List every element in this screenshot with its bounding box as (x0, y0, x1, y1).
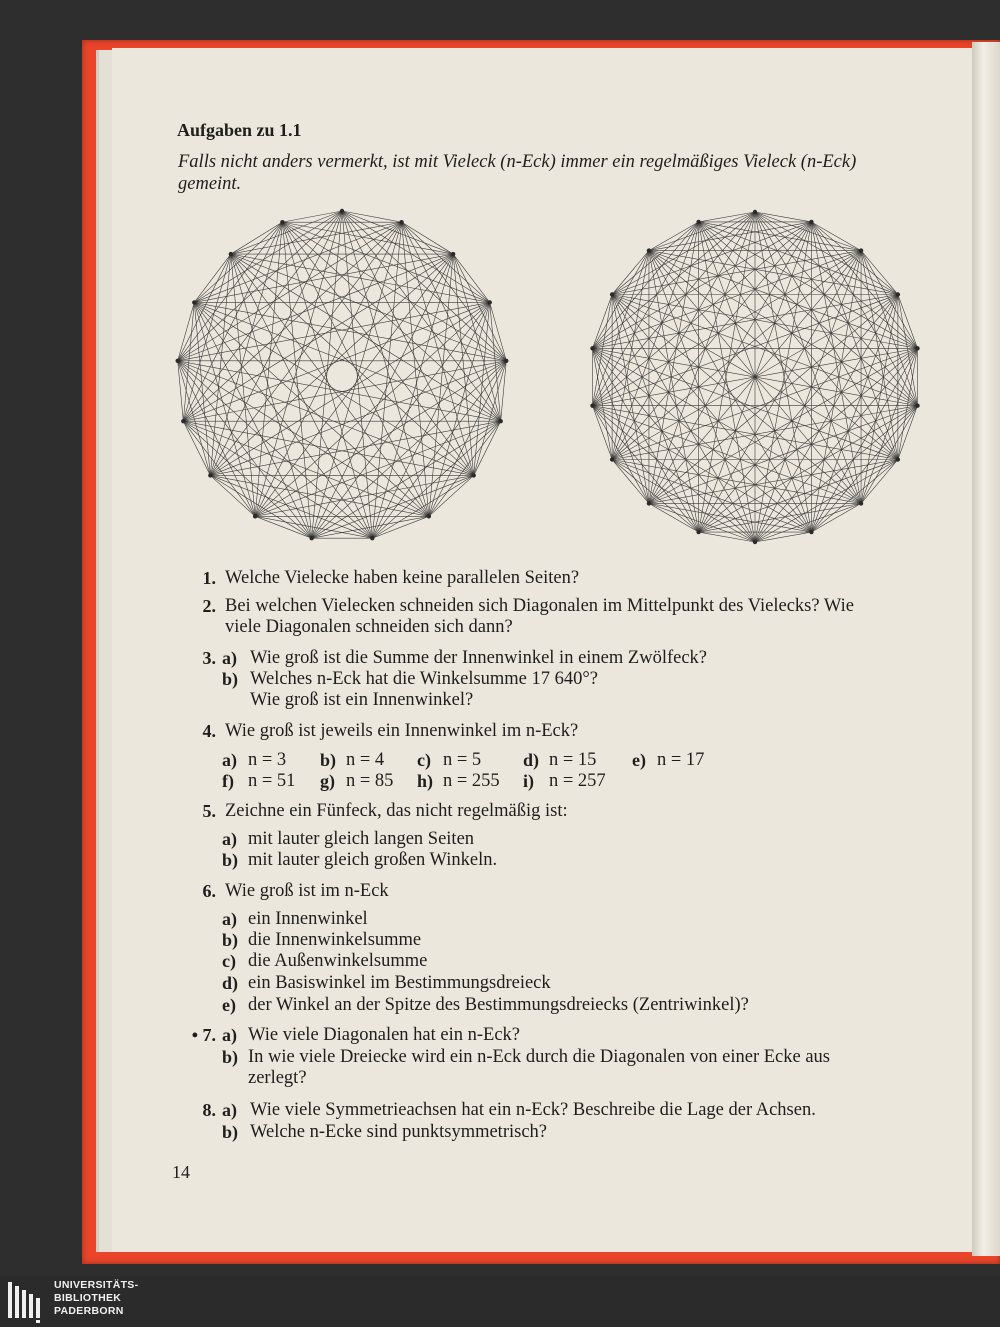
polygon-vertex (499, 419, 503, 423)
diagonal-line (453, 254, 474, 475)
diagonal-line (649, 222, 699, 503)
polygon-vertex (590, 403, 594, 407)
diagonal-line (342, 211, 474, 475)
subtask-label: f) (222, 771, 234, 791)
diagonal-line (210, 361, 506, 476)
subtask-label: c) (222, 951, 236, 971)
subtask-value: n = 4 (346, 750, 385, 770)
subtask-label: a) (222, 648, 237, 668)
subtask-text: Wie groß ist ein Innenwinkel? (250, 690, 474, 710)
subtask-label: a) (222, 909, 237, 929)
exercise-text: viele Diagonalen schneiden sich dann? (225, 617, 513, 637)
diagonal-line (282, 222, 489, 302)
polygon-vertex (488, 300, 492, 304)
subtask-text: Welches n-Eck hat die Winkelsumme 17 640°? (250, 669, 599, 689)
diagonal-line (178, 361, 373, 538)
diagonal-line (183, 421, 311, 538)
diagonal-line (210, 211, 342, 475)
polygon-vertex (590, 346, 594, 350)
diagonal-line (593, 406, 862, 504)
diagonal-line (649, 251, 699, 532)
subtask-label: a) (222, 829, 237, 849)
subtask-label: b) (222, 1047, 239, 1067)
diagonal-line (593, 222, 699, 348)
diagonal-line (255, 222, 401, 516)
subtask-label: b) (222, 1122, 239, 1142)
diagonal-line (593, 348, 812, 532)
polygon-vertex (399, 220, 403, 224)
exercise-number: 6. (202, 881, 216, 901)
polygon-vertex (451, 252, 455, 256)
diagonal-line (490, 302, 501, 421)
intro-text-line-2: gemeint. (178, 174, 242, 194)
diagonal-line (282, 222, 473, 475)
diagonal-line (593, 212, 755, 406)
diagonal-line (811, 222, 897, 460)
diagonal-line (811, 406, 917, 532)
polygon-vertex (859, 501, 863, 505)
diagonal-line (755, 348, 917, 542)
polygon-vertex (208, 473, 212, 477)
subtask-label: h) (417, 771, 434, 791)
polygon-vertex (896, 457, 900, 461)
diagonal-line (755, 212, 917, 406)
diagonal-line (429, 475, 474, 516)
diagonal-line (612, 295, 755, 543)
subtask-value: n = 255 (443, 771, 500, 791)
exercise-number: 3. (202, 648, 216, 668)
diagonal-line (402, 222, 501, 421)
exercise-number: • 7. (191, 1025, 216, 1045)
subtask-value: n = 51 (248, 771, 296, 791)
diagonal-line (342, 211, 453, 254)
library-name-line: PADERBORN (54, 1305, 124, 1317)
polygon-vertex (753, 540, 757, 544)
polygon-vertex (896, 292, 900, 296)
subtask-value: n = 257 (549, 771, 606, 791)
polygon-vertex (647, 248, 651, 252)
polygon-vertex (280, 220, 284, 224)
subtask-label: c) (417, 750, 431, 770)
diagonal-line (183, 302, 489, 421)
diagonal-line (210, 475, 255, 516)
diagonal-line (255, 302, 490, 516)
exercise-text: Welche Vielecke haben keine parallelen Seiten? (225, 568, 580, 588)
polygon-vertex (696, 530, 700, 534)
polygon-vertex (696, 220, 700, 224)
polygon-diagonals-figure-right (583, 205, 928, 550)
diagonal-line (231, 211, 342, 254)
diagonal-line (210, 222, 401, 475)
diagonal-line (312, 211, 342, 538)
diagonal-line (312, 302, 490, 538)
diagonal-line (612, 222, 698, 460)
subtask-value: n = 15 (549, 750, 597, 770)
polygon-vertex (809, 530, 813, 534)
subtask-text: zerlegt? (248, 1068, 307, 1088)
polygon-vertex (229, 252, 233, 256)
polygon-vertex (340, 209, 344, 213)
diagonal-line (282, 222, 311, 538)
library-name-line: BIBLIOTHEK (54, 1292, 122, 1304)
diagonal-line (178, 361, 474, 476)
polygon-vertex (647, 501, 651, 505)
diagonal-line (255, 222, 282, 516)
exercise-text: Wie groß ist jeweils ein Innenwinkel im n-Eck? (225, 721, 579, 741)
library-logo-icon (6, 1280, 46, 1324)
polygon-vertex (915, 346, 919, 350)
diagonal-line (649, 251, 918, 349)
subtask-value: n = 85 (346, 771, 394, 791)
diagonal-line (183, 421, 255, 516)
subtask-label: a) (222, 1100, 237, 1120)
subtask-label: b) (222, 669, 239, 689)
diagonal-line (811, 295, 897, 533)
page-number: 14 (172, 1162, 190, 1182)
exercise-number: 1. (202, 568, 216, 588)
exercise-text: Bei welchen Vielecken schneiden sich Diagonalen im Mittelpunkt des Vielecks? Wie (225, 596, 854, 616)
polygon-vertex (610, 457, 614, 461)
exercise-text: Wie groß ist im n-Eck (225, 881, 389, 901)
diagonal-line (194, 302, 429, 516)
diagonal-line (183, 222, 282, 421)
diagonal-line (210, 254, 231, 475)
subtask-label: b) (222, 930, 239, 950)
exercise-number: 4. (202, 721, 216, 741)
diagonal-line (811, 222, 917, 348)
diagonal-line (194, 222, 401, 302)
exercise-number: 8. (202, 1100, 216, 1120)
subtask-text: Wie groß ist die Summe der Innenwinkel in einem Zwölfeck? (250, 648, 707, 668)
polygon-vertex (915, 403, 919, 407)
library-footer (0, 1276, 1000, 1327)
subtask-text: Welche n-Ecke sind punktsymmetrisch? (250, 1122, 547, 1142)
subtask-text: ein Innenwinkel (248, 909, 368, 929)
subtask-value: n = 3 (248, 750, 287, 770)
diagonal-line (312, 254, 453, 538)
subtask-text: mit lauter gleich großen Winkeln. (248, 850, 498, 870)
polygon-vertex (181, 419, 185, 423)
subtask-label: e) (632, 750, 646, 770)
exercise-text: Zeichne ein Fünfeck, das nicht regelmäßig ist: (225, 801, 568, 821)
subtask-text: In wie viele Dreiecke wird ein n-Eck durch die Diagonalen von einer Ecke aus (248, 1047, 830, 1067)
polygon-vertex (504, 359, 508, 363)
diagonal-line (402, 222, 507, 361)
polygon-vertex (471, 473, 475, 477)
polygon-vertex (753, 210, 757, 214)
subtask-label: b) (320, 750, 337, 770)
diagonal-line (453, 254, 506, 361)
polygon-vertex (859, 248, 863, 252)
subtask-label: g) (320, 771, 335, 791)
polygon-vertex (192, 300, 196, 304)
subtask-label: d) (523, 750, 540, 770)
diagonal-line (593, 348, 755, 542)
book-gutter (972, 42, 1000, 1256)
diagonal-line (372, 421, 500, 538)
diagonal-line (178, 254, 231, 361)
diagonal-line (183, 302, 194, 421)
subtask-label: b) (222, 850, 239, 870)
diagonal-line (402, 222, 490, 302)
subtask-label: a) (222, 1025, 237, 1045)
polygon-vertex (610, 292, 614, 296)
diagonal-line (312, 361, 507, 538)
subtask-text: mit lauter gleich langen Seiten (248, 829, 475, 849)
diagonal-line (183, 222, 401, 421)
diagonal-line (593, 406, 699, 532)
diagonal-line (178, 222, 283, 361)
subtask-text: Wie viele Diagonalen hat ein n-Eck? (248, 1025, 521, 1045)
exercise-number: 2. (202, 596, 216, 616)
section-title: Aufgaben zu 1.1 (177, 120, 302, 140)
polygon-vertex (427, 514, 431, 518)
subtask-value: n = 5 (443, 750, 482, 770)
diagonal-line (282, 222, 428, 516)
subtask-text: ein Basiswinkel im Bestimmungsdreieck (248, 973, 551, 993)
subtask-text: der Winkel an der Spitze des Bestimmungsdreiecks (Zentriwinkel)? (248, 995, 749, 1015)
subtask-text: die Innenwinkelsumme (248, 930, 422, 950)
subtask-value: n = 17 (657, 750, 705, 770)
diagonal-line (402, 222, 429, 516)
subtask-label: i) (523, 771, 534, 791)
polygon-vertex (176, 359, 180, 363)
diagonal-line (699, 222, 918, 406)
diagonal-line (612, 295, 698, 533)
polygon-vertex (370, 536, 374, 540)
diagonal-line (342, 211, 372, 538)
diagonal-line (372, 222, 401, 538)
subtask-text: die Außenwinkelsumme (248, 951, 428, 971)
diagonal-line (429, 421, 501, 516)
polygon-vertex (809, 220, 813, 224)
subtask-label: a) (222, 750, 237, 770)
diagonal-line (194, 222, 282, 302)
exercise-number: 5. (202, 801, 216, 821)
diagonal-line (282, 222, 500, 421)
polygon-vertex (309, 536, 313, 540)
library-name-line: UNIVERSITÄTS- (54, 1279, 139, 1291)
subtask-text: Wie viele Symmetrieachsen hat ein n-Eck? Beschreibe die Lage der Achsen. (250, 1100, 816, 1120)
diagonal-line (231, 254, 372, 538)
polygon-diagonals-figure-left (170, 200, 515, 550)
subtask-label: d) (222, 973, 239, 993)
diagonal-line (194, 302, 372, 538)
polygon-vertex (253, 514, 257, 518)
diagonal-line (194, 302, 500, 421)
subtask-label: e) (222, 995, 236, 1015)
intro-text-line-1: Falls nicht anders vermerkt, ist mit Vieleck (n-Eck) immer ein regelmäßiges Vieleck (n-Eck) (178, 152, 857, 172)
